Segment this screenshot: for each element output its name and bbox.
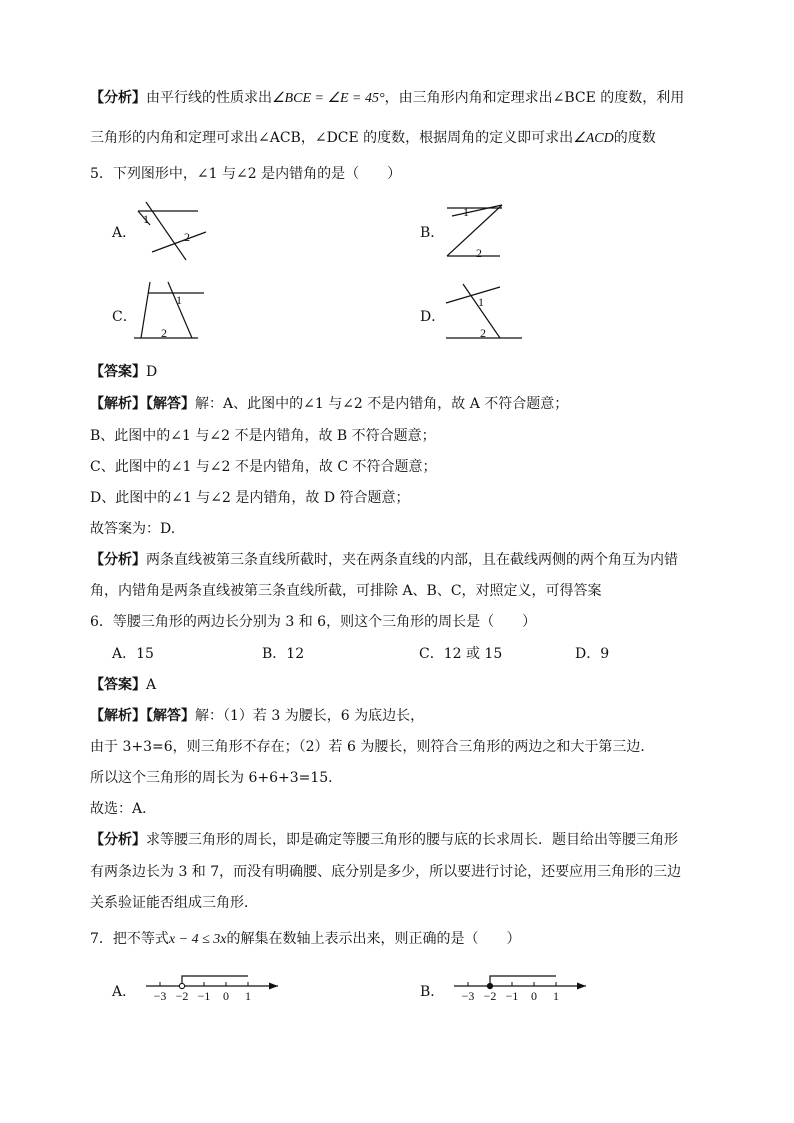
q5-solution-line: D、此图中的∠1 与∠2 是内错角，故 D 符合题意；: [90, 490, 410, 506]
answer-tag: 【答案】: [90, 364, 146, 380]
tick-label: −2: [483, 989, 497, 1003]
q6-solution-line: 故选：A．: [90, 801, 157, 817]
q5-option-b-label: B．: [420, 225, 445, 241]
tick-label: −3: [461, 989, 475, 1003]
closed-endpoint: [487, 983, 492, 988]
q6-solution-line: 由于 3+3=6，则三角形不存在；（2）若 6 为腰长，则符合三角形的两边之和大于第三边．: [90, 739, 655, 755]
math-expression: ∠ACD: [573, 131, 614, 146]
q7-option-a-label: A．: [112, 984, 137, 1000]
analysis-tag: 【分析】: [90, 832, 146, 848]
arrow-icon: [577, 983, 586, 990]
solution-text: 解：A、此图中的∠1 与∠2 不是内错角，故 A 不符合题意；: [195, 396, 569, 412]
q7-option-b-label: B．: [420, 984, 445, 1000]
q5-solution-line: 故答案为：D.: [90, 521, 176, 537]
q5-solution-line: C、此图中的∠1 与∠2 不是内错角，故 C 不符合题意；: [90, 459, 437, 475]
angle-1-label: 1: [478, 295, 484, 309]
q5-option-c-label: C．: [112, 309, 137, 325]
analysis-text: 三角形的内角和定理可求出∠ACB，∠DCE 的度数，根据周角的定义即可求出: [90, 130, 574, 146]
analysis-text: ，由三角形内角和定理求出∠BCE 的度数，利用: [384, 90, 685, 106]
q5-option-a-label: A．: [112, 225, 137, 241]
answer-value: D: [146, 364, 158, 380]
q6-option-c: C．12 或 15: [419, 646, 503, 662]
analysis-text: 的度数: [613, 130, 656, 146]
q5-analysis-line: 角，内错角是两条直线被第三条直线所截，可排除 A、B、C，对照定义，可得答案: [90, 583, 602, 599]
q6-analysis-line: 有两条边长为 3 和 7，而没有明确腰、底分别是多少，所以要进行讨论，还要应用三角形的三边: [90, 864, 682, 880]
solution-set-bracket: [490, 976, 556, 986]
tick-label: 0: [531, 989, 537, 1003]
analysis-text: 求等腰三角形的周长，即是确定等腰三角形的腰与底的长求周长．题目给出等腰三角形: [146, 832, 678, 848]
solution-tag: 【解析】【解答】: [90, 708, 195, 724]
q7-stem-text: 7．把不等式: [90, 931, 169, 947]
tick-label: −3: [153, 989, 167, 1003]
q5-option-d-label: D．: [420, 309, 446, 325]
analysis-text: 两条直线被第三条直线所截时，夹在两条直线的内部，且在截线两侧的两个角互为内错: [146, 552, 678, 568]
q6-analysis-line: 关系验证能否组成三角形．: [90, 895, 258, 911]
math-expression: x − 4 ≤ 3x: [168, 932, 227, 947]
angle-2-label: 2: [476, 246, 482, 260]
q6-option-a: A．15: [112, 646, 154, 662]
solution-tag: 【解析】【解答】: [90, 396, 195, 412]
answer-value: A: [146, 677, 157, 693]
angle-2-label: 2: [480, 326, 486, 340]
angle-1-label: 1: [176, 293, 182, 307]
angle-2-label: 2: [184, 230, 190, 244]
tick-label: 0: [223, 989, 229, 1003]
angle-1-label: 1: [463, 205, 469, 219]
angle-1-label: 1: [143, 212, 149, 226]
math-expression: ∠BCE = ∠E = 45°: [272, 91, 385, 106]
q7-stem-text: 的解集在数轴上表示出来，则正确的是（ ）: [226, 931, 521, 947]
q5-solution-line: B、此图中的∠1 与∠2 不是内错角，故 B 不符合题意；: [90, 428, 436, 444]
analysis-tag: 【分析】: [90, 90, 146, 106]
analysis-tag: 【分析】: [90, 552, 146, 568]
tick-label: −1: [505, 989, 519, 1003]
analysis-text: 由平行线的性质求出: [146, 90, 272, 106]
q6-solution-line: 所以这个三角形的周长为 6+6+3=15．: [90, 770, 343, 786]
tick-label: 1: [553, 989, 559, 1003]
solution-text: 解：（1）若 3 为腰长，6 为底边长，: [195, 708, 425, 724]
q6-stem: 6．等腰三角形的两边长分别为 3 和 6，则这个三角形的周长是（ ）: [90, 614, 537, 630]
q6-option-b: B．12: [262, 646, 305, 662]
tick-label: −2: [175, 989, 189, 1003]
q6-option-d: D．9: [575, 646, 610, 662]
q5-stem: 5．下列图形中，∠1 与∠2 是内错角的是（ ）: [90, 166, 402, 182]
answer-tag: 【答案】: [90, 677, 146, 693]
angle-2-label: 2: [161, 326, 167, 340]
tick-label: 1: [245, 989, 251, 1003]
tick-label: −1: [197, 989, 211, 1003]
